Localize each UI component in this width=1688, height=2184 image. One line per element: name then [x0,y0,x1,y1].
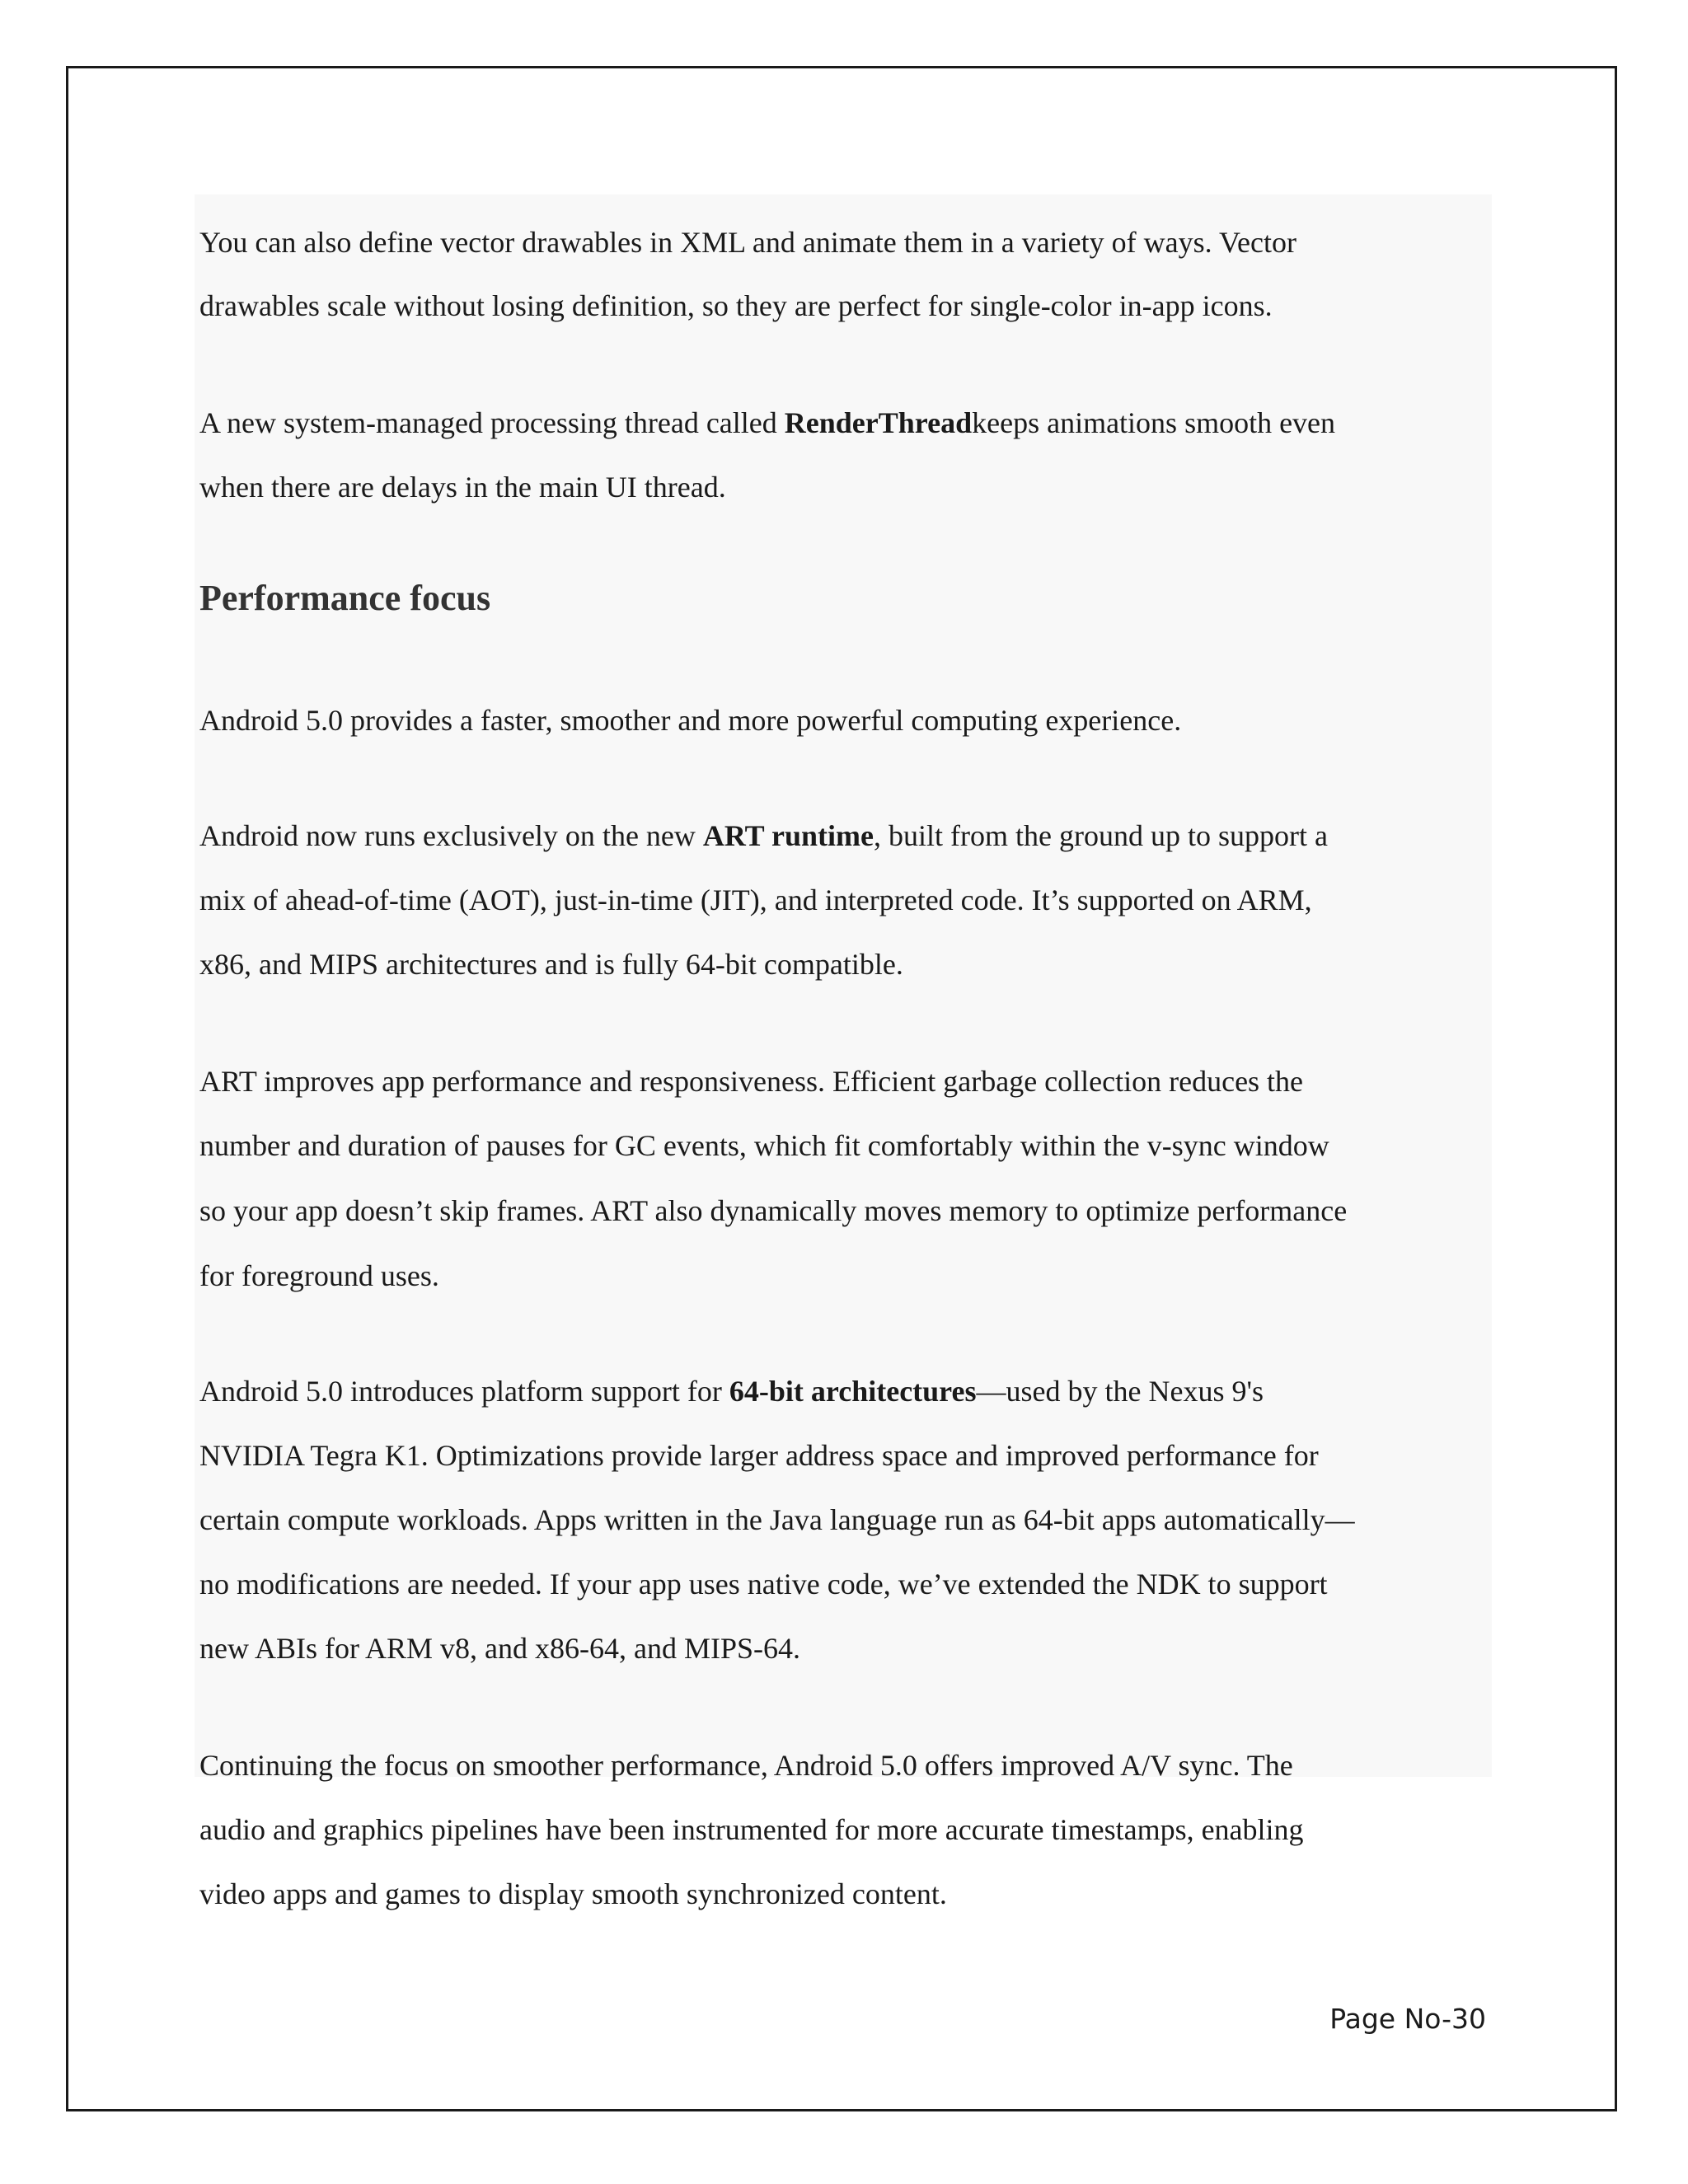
section-paragraph-4-line-3: certain compute workloads. Apps written in the Java language run as 64-bit apps automatically— [199,1503,1355,1536]
text-segment: keeps animations smooth even [972,406,1336,439]
text-segment: —used by the Nexus 9's [976,1375,1264,1408]
paragraph-1-line-2: drawables scale without losing definition, so they are perfect for single-color in-app icons. [199,289,1273,322]
section-paragraph-4-line-2: NVIDIA Tegra K1. Optimizations provide larger address space and improved performance for [199,1439,1319,1472]
text-segment: A new system-managed processing thread called [199,406,785,439]
page-number: Page No-30 [1329,2003,1486,2035]
paragraph-2-line-1 [199,405,1335,441]
section-paragraph-5-line-2: audio and graphics pipelines have been instrumented for more accurate timestamps, enabling [199,1813,1304,1846]
bold-term-renderthread: RenderThread [784,406,973,439]
text-segment: , built from the ground up to support a [873,819,1328,852]
section-paragraph-3-line-4: for foreground uses. [199,1259,439,1292]
section-heading: Performance focus [199,578,491,618]
bold-term-64bit-architectures: 64-bit architectures [729,1375,977,1408]
paragraph-2-line-2: when there are delays in the main UI thread. [199,471,726,504]
section-paragraph-5-line-1: Continuing the focus on smoother performance, Android 5.0 offers improved A/V sync. The [199,1749,1293,1782]
section-paragraph-2-line-1 [199,818,1328,854]
section-paragraph-4-line-1 [199,1373,1264,1409]
paragraph-1-line-1: You can also define vector drawables in XML and animate them in a variety of ways. Vector [199,226,1296,259]
section-paragraph-3-line-2: number and duration of pauses for GC events, which fit comfortably within the v-sync window [199,1129,1329,1162]
text-segment: Android 5.0 introduces platform support for [199,1375,729,1408]
section-paragraph-4-line-4: no modifications are needed. If your app uses native code, we’ve extended the NDK to support [199,1568,1328,1601]
section-paragraph-5-line-3: video apps and games to display smooth synchronized content. [199,1877,947,1910]
section-paragraph-2-line-2: mix of ahead-of-time (AOT), just-in-time (JIT), and interpreted code. It’s supported on ARM, [199,883,1312,916]
section-paragraph-3-line-1: ART improves app performance and responsiveness. Efficient garbage collection reduces the [199,1065,1304,1098]
text-segment: Android now runs exclusively on the new [199,819,703,852]
section-paragraph-1-line-1: Android 5.0 provides a faster, smoother and more powerful computing experience. [199,704,1182,737]
section-paragraph-3-line-3: so your app doesn’t skip frames. ART also dynamically moves memory to optimize performance [199,1194,1348,1227]
section-paragraph-2-line-3: x86, and MIPS architectures and is fully 64-bit compatible. [199,948,903,981]
section-paragraph-4-line-5: new ABIs for ARM v8, and x86-64, and MIPS-64. [199,1632,800,1665]
bold-term-art-runtime: ART runtime [702,819,874,852]
